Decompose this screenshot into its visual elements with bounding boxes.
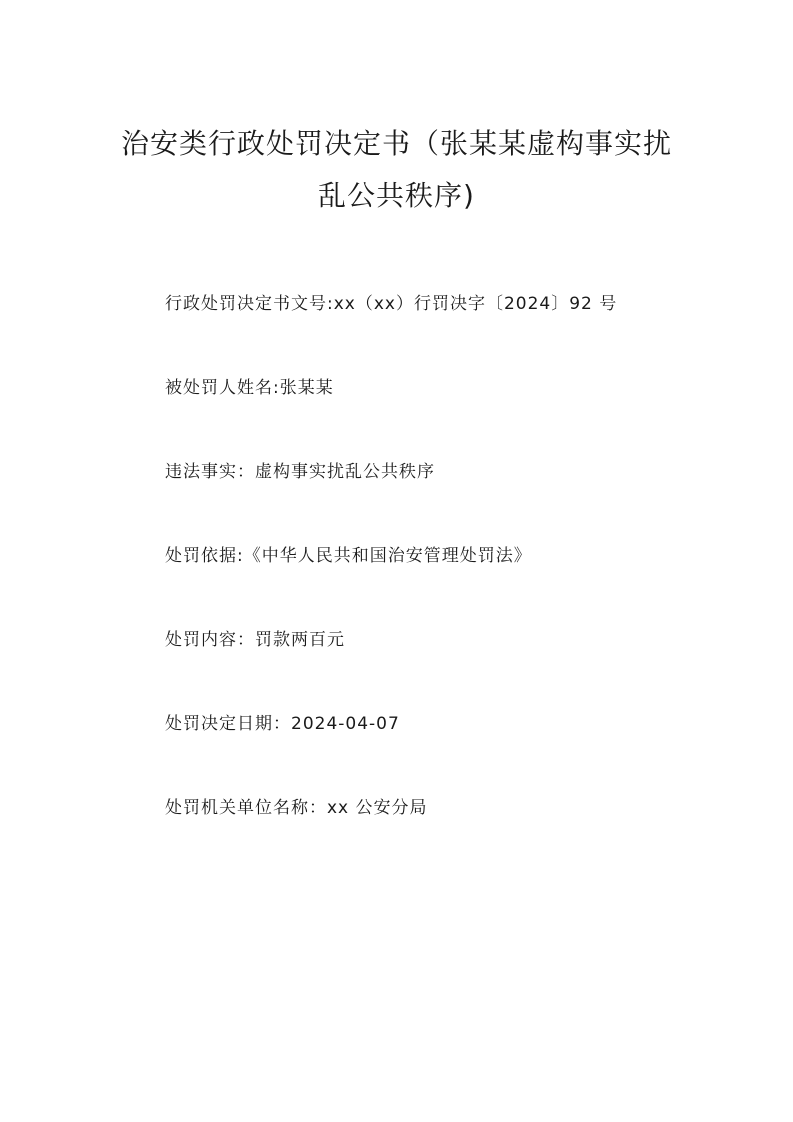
decision-fields [165,284,725,872]
field-document-number: 行政处罚决定书文号:xx（xx）行罚决字〔2024〕92 号 [165,294,618,314]
field-illegal-facts: 违法事实：虚构事实扰乱公共秩序 [165,462,435,482]
field-penalty-content: 处罚内容：罚款两百元 [165,630,345,650]
title-line-1: 治安类行政处罚决定书（张某某虚构事实扰 [120,127,672,160]
field-person-name: 被处罚人姓名:张某某 [165,378,334,398]
title-line-2: 乱公共秩序) [318,179,475,212]
field-legal-basis: 处罚依据:《中华人民共和国治安管理处罚法》 [165,546,532,566]
field-authority-name: 处罚机关单位名称：xx 公安分局 [165,798,428,818]
document-title [80,118,713,222]
field-decision-date: 处罚决定日期：2024-04-07 [165,714,400,734]
